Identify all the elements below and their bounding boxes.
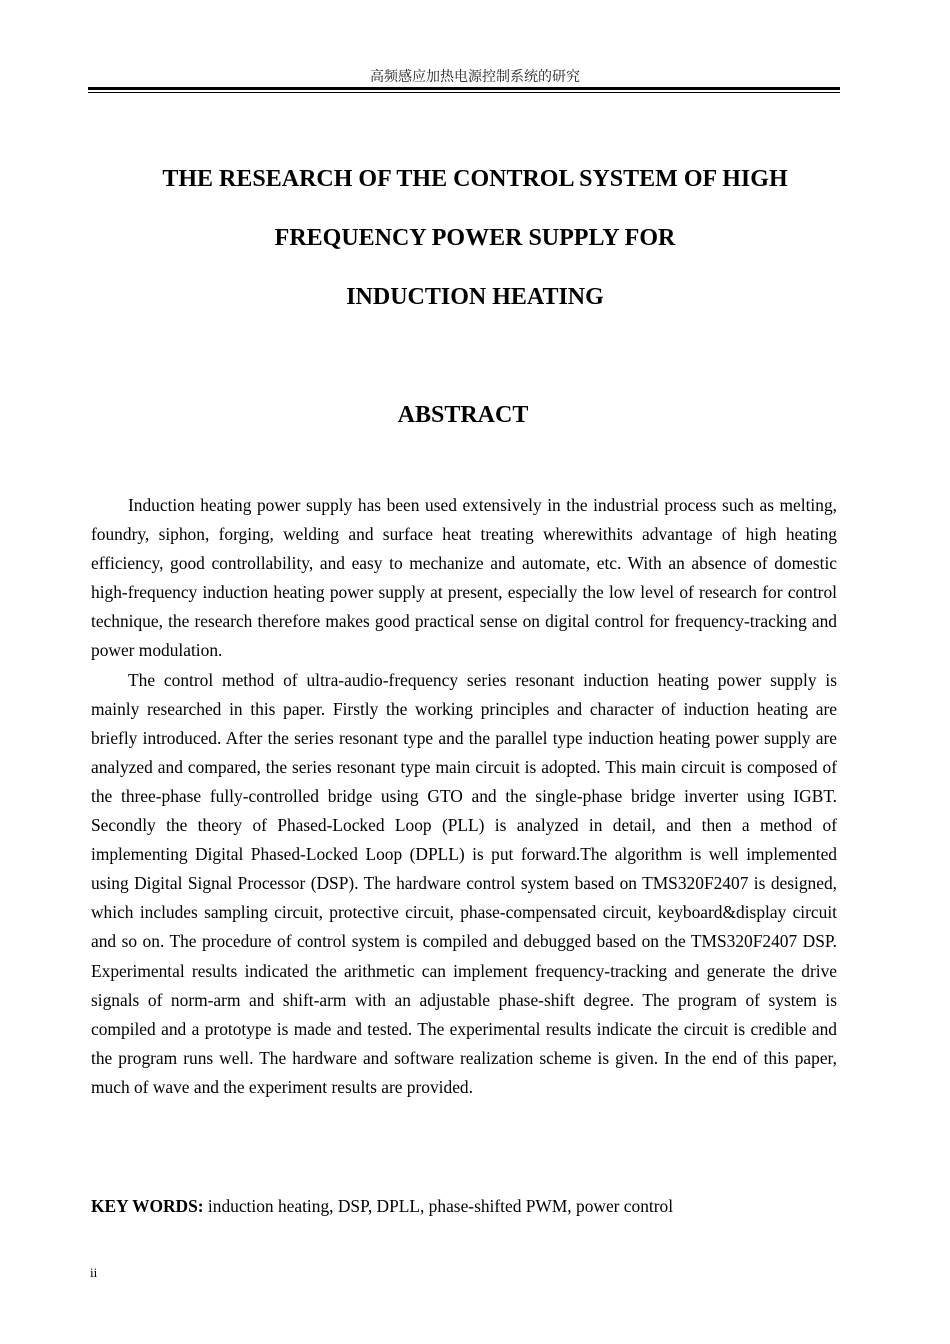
title-line-2: FREQUENCY POWER SUPPLY FOR [274,225,676,251]
keywords-label: KEY WORDS: [91,1196,204,1216]
abstract-heading: ABSTRACT [397,402,529,428]
title-line-1: THE RESEARCH OF THE CONTROL SYSTEM OF HIGH [162,166,788,192]
keywords [91,1192,837,1221]
page-number: ii [90,1265,98,1280]
header-rule-thick [88,87,840,90]
title-line-3: INDUCTION HEATING [346,284,604,310]
keywords-text: induction heating, DSP, DPLL, phase-shifted PWM, power control [203,1196,674,1216]
abstract-paragraph-2: The control method of ultra-audio-frequency series resonant induction heating power supply is mainly researched in this paper. Firstly the working principles and character of induction heating are briefly introduced. After the series resonant type and the parallel type induction heating power supply are analyzed and compared, the series resonant type main circuit is adopted. This main circuit is composed of the three-phase fully-controlled bridge using GTO and the single-phase bridge inverter using IGBT. Secondly the theory of Phased-Locked Loop (PLL) is analyzed in detail, and then a method of implementing Digital Phased-Locked Loop (DPLL) is put forward.The algorithm is well implemented using Digital Signal Processor (DSP). The hardware control system based on TMS320F2407 is designed, which includes sampling circuit, protective circuit, phase-compensated circuit, keyboard&display circuit and so on. The procedure of control system is compiled and debugged based on the TMS320F2407 DSP. Experimental results indicated the arithmetic can implement frequency-tracking and generate the drive signals of norm-arm and shift-arm with an adjustable phase-shift degree. The program of system is compiled and a prototype is made and tested. The experimental results indicate the circuit is credible and the program runs well. The hardware and software realization scheme is given. In the end of this paper, much of wave and the experiment results are provided. [91,669,837,1097]
abstract-body [91,491,837,1102]
header-rule-thin [88,92,840,93]
paper-title [60,150,890,327]
abstract-paragraph-1: Induction heating power supply has been used extensively in the industrial process such as melting, foundry, siphon, forging, welding and surface heat treating wherewithits advantage of high heating efficiency, good controllability, and easy to mechanize and automate, etc. With an absence of domestic high-frequency induction heating power supply at present, especially the low level of research for control technique, the research therefore makes good practical sense on digital control for frequency-tracking and power modulation. [91,495,837,661]
running-header: 高频感应加热电源控制系统的研究 [370,69,580,85]
